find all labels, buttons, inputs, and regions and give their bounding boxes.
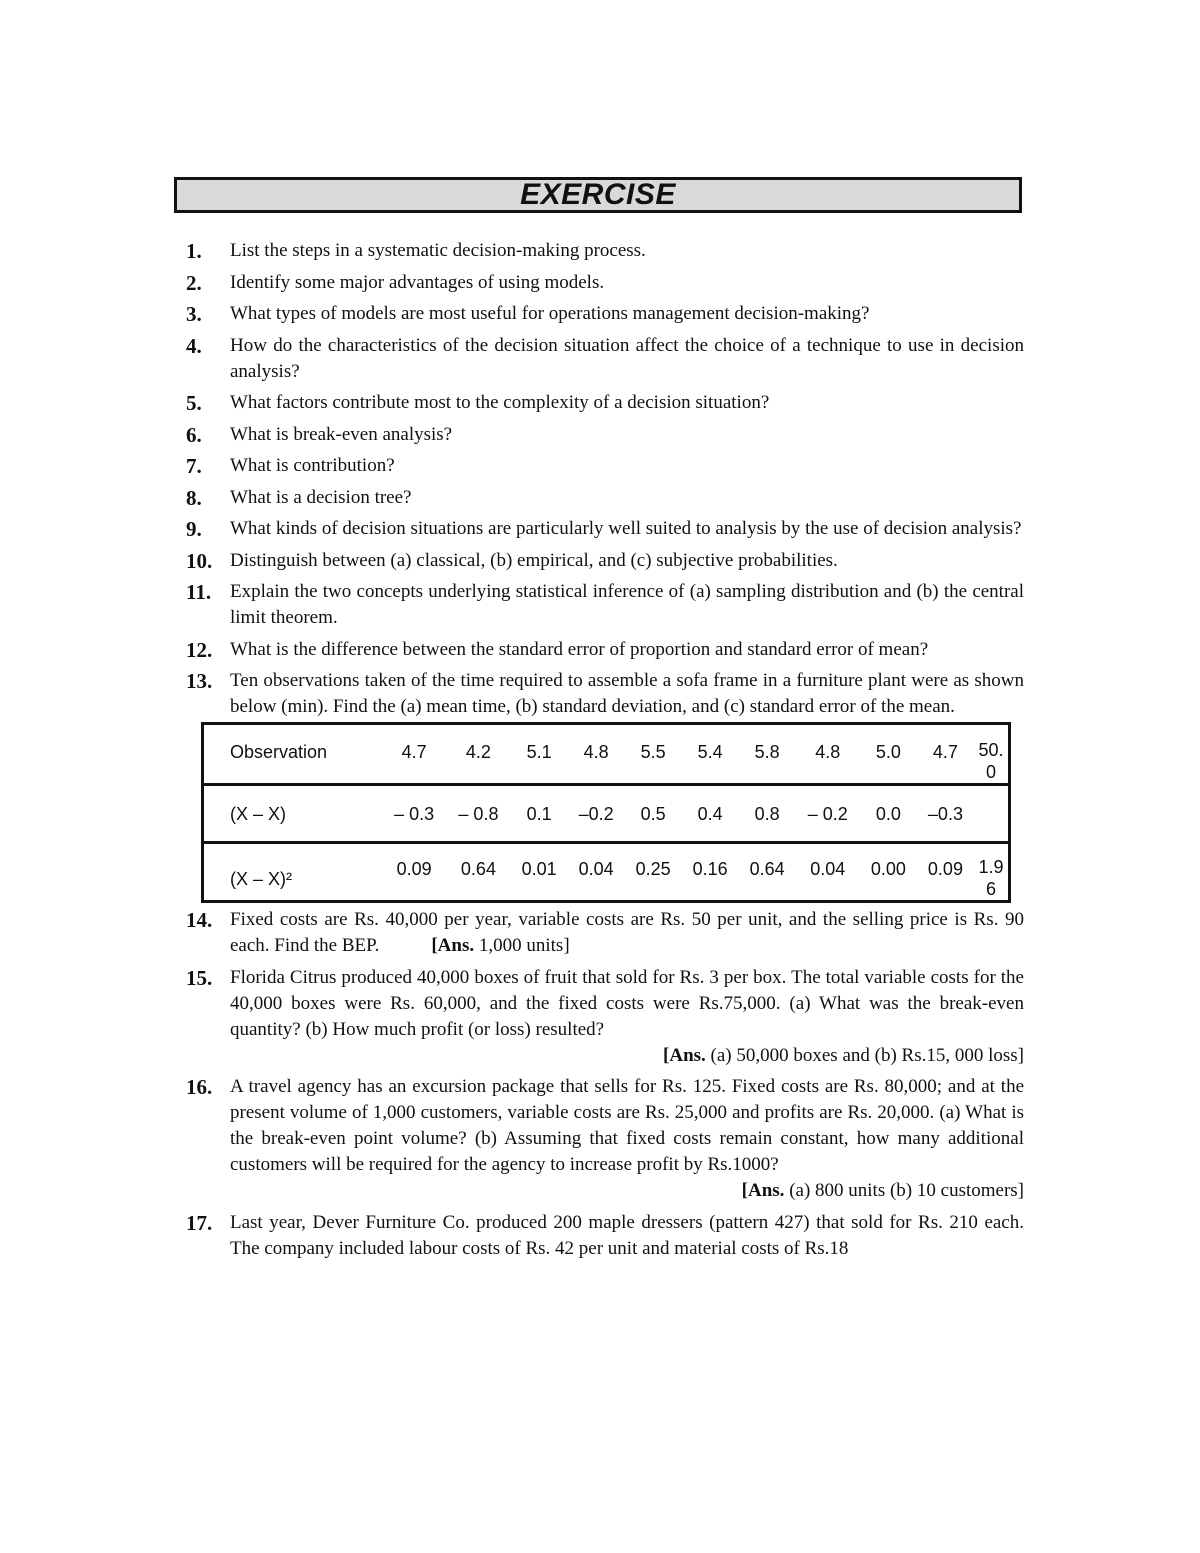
question-text: What is the difference between the standard error of proportion and standard error of mean? [230,638,929,660]
question-text: What is contribution? [230,455,395,476]
question-number: 3. [186,302,202,326]
table-row-squared-deviation [203,843,1010,902]
question-number: 1. [186,239,202,263]
table-cell: 5.5 [640,742,666,762]
question-number: 4. [186,333,202,358]
question-body [230,668,1024,907]
question-text: Identify some major advantages of using models. [230,271,605,293]
table-cell [974,785,1010,843]
question-number: 17. [186,1210,213,1235]
question-item [186,637,1024,663]
table-cell: 0.5 [640,803,666,824]
table-cell: 0.01 [521,859,557,879]
question-number: 9. [186,517,202,541]
question-text: What factors contribute most to the complexity of a decision situation? [230,392,770,413]
question-item [186,907,1024,959]
table-cell: 5.8 [754,742,780,762]
table-cell: 4.8 [815,742,841,762]
question-text: What is break-even analysis? [230,423,453,445]
question-body [230,1074,1024,1204]
question-number: 14. [186,908,213,932]
table-cell: 0.0 [875,803,901,824]
question-body [230,907,1024,959]
question-item [186,965,1024,1069]
row-header: (X – X) [230,803,287,824]
question-item [186,1074,1024,1204]
table-row-deviation [203,785,1010,843]
question-item [186,301,1024,327]
question-text: How do the characteristics of the decision situation affect the choice of a technique to use in decision analysis? [230,334,1024,382]
page-title: EXERCISE [520,178,676,211]
answer [230,1178,1024,1204]
question-list [186,238,1024,1267]
row-header: Observation [230,742,328,762]
question-number: 16. [186,1075,213,1099]
question-text: Fixed costs are Rs. 40,000 per year, variable costs are Rs. 50 per unit, and the selling price is Rs. 90 each. Find the BEP. [230,909,1024,956]
table-cell: 4.7 [401,742,427,762]
table-cell: 5.0 [875,742,901,762]
question-item [186,668,1024,907]
answer-label: [Ans. [663,1044,706,1066]
table-cell: 0.04 [810,859,846,879]
observation-table [201,722,1011,903]
question-text: List the steps in a systematic decision-making process. [230,240,646,261]
table-cell: 50.0 [978,740,1004,782]
question-number: 7. [186,454,202,478]
table-cell: 0.04 [578,859,614,879]
question-number: 13. [186,669,213,693]
question-item [186,270,1024,296]
question-item [186,422,1024,448]
question-text: A travel agency has an excursion package that sells for Rs. 125. Fixed costs are Rs. 80,000; and at the present volume of 1,000 customers, variable costs are Rs. 25,000 and profits are Rs. 20,000. (a) What is the break-even point volume? (b) Assuming that fixed costs remain constant, how many additional customers will be required for the agency to increase profit by Rs.1000? [230,1076,1024,1175]
table-cell: 0.09 [396,859,432,879]
answer [431,935,569,956]
question-number: 11. [186,580,212,604]
table-row-observation [203,724,1010,785]
table-cell: – 0.3 [394,803,435,824]
answer-text: (a) 800 units (b) 10 customers] [784,1180,1024,1201]
table-cell: – 0.8 [458,803,499,824]
question-number: 8. [186,485,202,510]
exercise-title-box [174,177,1022,213]
table-cell: –0.3 [927,803,963,824]
question-item [186,1210,1024,1262]
question-text: Explain the two concepts underlying statistical inference of (a) sampling distribution and (b) the central limit theorem. [230,581,1024,628]
question-text: Distinguish between (a) classical, (b) empirical, and (c) subjective probabilities. [230,549,838,571]
table-cell: 4.7 [932,742,958,762]
table-cell: 0.4 [697,803,723,824]
table-cell: – 0.2 [807,803,848,824]
table-cell: 5.4 [697,742,723,762]
question-item [186,485,1024,511]
question-number: 15. [186,965,213,990]
question-text: What types of models are most useful for operations management decision-making? [230,303,870,324]
table-cell: 4.8 [583,742,609,762]
table-cell: 0.25 [635,859,671,879]
table-cell: 0.09 [927,859,963,879]
question-text: Florida Citrus produced 40,000 boxes of fruit that sold for Rs. 3 per box. The total variable costs for the 40,000 boxes were Rs. 60,000, and the fixed costs were Rs.75,000. (a) What was the break-even quantity? (b) How much profit (or loss) resulted? [230,966,1024,1040]
question-item [186,390,1024,416]
question-number: 5. [186,391,202,415]
question-item [186,453,1024,479]
question-number: 6. [186,422,202,447]
question-text: What kinds of decision situations are particularly well suited to analysis by the use of decision analysis? [230,518,1022,539]
answer-text: 1,000 units] [474,935,570,956]
question-item [186,516,1024,542]
question-number: 12. [186,637,213,662]
table-cell: 0.16 [692,859,728,879]
table-cell: 5.1 [526,742,552,762]
question-item [186,579,1024,631]
question-body [230,965,1024,1069]
answer-label: [Ans. [741,1180,785,1201]
table-cell: 0.64 [460,859,496,879]
table-cell: –0.2 [578,803,614,824]
answer-text: (a) 50,000 boxes and (b) Rs.15, 000 loss] [705,1044,1024,1066]
question-text: Last year, Dever Furniture Co. produced 200 maple dressers (pattern 427) that sold for Rs. 210 each. The company included labour costs of Rs. 42 per unit and material costs of Rs.18 [230,1211,1024,1259]
answer-label: [Ans. [431,935,475,956]
question-number: 10. [186,548,213,573]
table-cell: 0.00 [870,859,906,879]
answer [230,1043,1024,1069]
row-header: (X – X)² [230,869,293,889]
question-item [186,238,1024,264]
table-cell: 0.64 [749,859,785,879]
question-item [186,548,1024,574]
question-text: Ten observations taken of the time required to assemble a sofa frame in a furniture plant were as shown below (min). Find the (a) mean time, (b) standard deviation, and (c) standard error of the mean. [230,670,1024,717]
table-cell: 1.96 [978,857,1004,899]
table-cell: 0.1 [526,803,552,824]
table-cell: 4.2 [465,742,491,762]
question-item [186,333,1024,385]
table-cell: 0.8 [754,803,780,824]
question-text: What is a decision tree? [230,486,412,508]
question-number: 2. [186,270,202,295]
